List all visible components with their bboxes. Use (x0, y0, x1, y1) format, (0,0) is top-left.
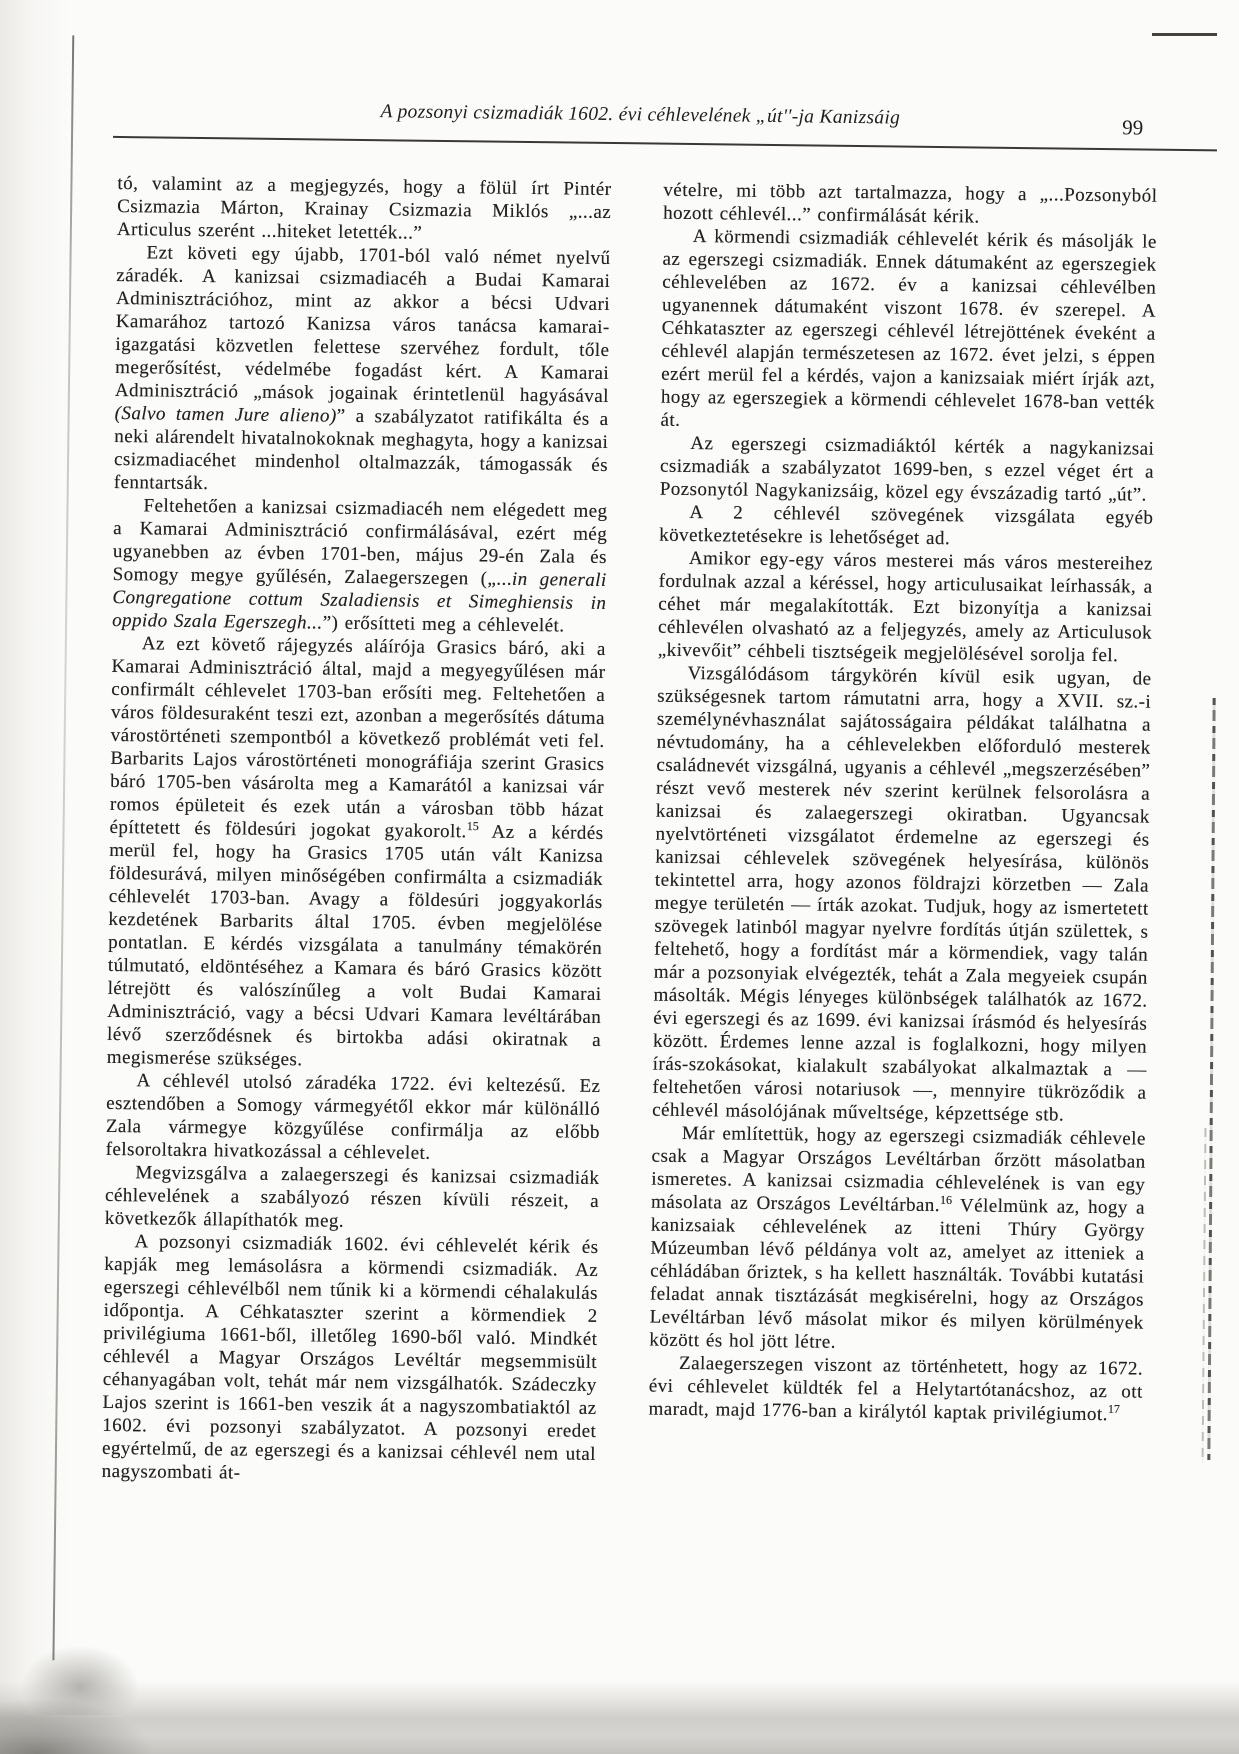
text-segment: A pozsonyi csizmadiák 1602. évi céhlevelét kérik és kapják meg lemásolásra a körmendi csizmadiák. Az egerszegi céhlevélből nem tűnik ki a körmendi céhalakulás időpontja. A Céhkataszter szerint a körmendiek 2 privilégiuma 1661-ből, illetőleg 1690-ből való. Mindkét céhlevél a Magyar Országos Levéltár megsemmisült céhanyagában volt, tehát már nem vizsgálhatók. Szádeczky Lajos szerint is 1661-ben veszik át a nagyszombatiaktól az 1602. évi pozsonyi szabályzatot. A pozsonyi eredet egyértelmű, de az egerszegi és a kanizsai céhlevél nem utal nagyszombati át- (101, 1231, 599, 1484)
column-right (648, 179, 1158, 1496)
paragraph (658, 547, 1153, 668)
text-segment: A körmendi csizmadiák céhlevelét kérik és másolják le az egerszegi csizmadiák. Ennek dátumaként az egerszegiek céhlevelében az 1672. év a kanizsai céhlevélben ugyanennek dátumaként viszont 1678. év szerepel. A Céhkataszter az egerszegi céhlevél létrejöttének éveként a céhlevél alapján természetesen az 1672. évet jelzi, s éppen ezért merül fel a kérdés, vajon a kanizsaiak miért írják azt, hogy az egerszegiek a körmendi céhlevelet 1678-ban vették át. (660, 226, 1157, 431)
running-header-title: A pozsonyi csizmadiák 1602. évi céhlevelének „út''-ja Kanizsáig (380, 101, 901, 129)
text-segment: (Salvo tamen Jure alieno) (114, 402, 337, 427)
text-segment: Az a kérdés merül fel, hogy ha Grasics 1705 után vált Kanizsa földesurává, milyen minőségében confirmálta a csizmadiák céhlevelét 1703-ban. Avagy a földesúri joggyakorlás kezdetének Barbarits által 1705. évben megjelölése pontatlan. E kérdés vizsgálata a tanulmány témakörén túlmutató, eldöntéséhez a Kamara és báró Grasics között létrejött és valószínűleg a volt Budai Kamarai Adminisztráció, vagy a bécsi Udvari Kamara levéltárában lévő szerződésnek és birtokba adási okiratnak a megismerése szükséges. (106, 821, 604, 1071)
text-segment: Már említettük, hogy az egerszegi csizmadiák céhlevele csak a Magyar Országos Levéltárban őrzött másolatban ismeretes. A kanizsai csizmadia céhlevelének is van egy másolata az Országos Levéltárban. (650, 1122, 1146, 1217)
paragraph (106, 1069, 601, 1167)
header-rule (113, 136, 1217, 151)
text-segment: Feltehetően a kanizsai csizmadiacéh nem elégedett meg a Kamarai Adminisztráció confirmálásával, ezért még ugyanebben az évben 1701-ben, május 29-én Zala és Somogy megye gyűlésén, Zalaegerszegen („... (112, 495, 608, 590)
binding-fold-line (52, 35, 73, 1660)
paragraph (659, 501, 1154, 553)
text-segment: 17 (1107, 1401, 1121, 1416)
paragraph (652, 662, 1152, 1128)
text-segment: Vélelmünk az, hogy a kanizsaiak céhlevelének az itteni Thúry György Múzeumban lévő példánya volt az, amelyet az itteniek a céhládában őriztek, s ha kellett használták. További kutatási feladat annak tisztázását megkisérelni, hogy az Országos Levéltárban lévő másolat mikor és milyen körülmények között és hol jött létre. (649, 1195, 1146, 1353)
paragraph (102, 1230, 599, 1489)
text-segment: Az ezt követő rájegyzés aláírója Grasics báró, aki a Kamarai Adminisztráció által, majd a megyegyűlésen már confirmált céhlevelet 1703-ban erősíti meg. Feltehetően a város földesuraként teszi ezt, azonban a megerősítés dátuma várostörténeti szempontból a következő problémát veti fel. Barbarits Lajos várostörténeti monográfiája szerint Grasics báró 1705-ben vásárolta meg a Kamarától a kanizsai vár romos épületeit és ezek után a városban több házat építtetett és földesúri jogokat gyakorolt. (109, 633, 606, 843)
text-segment: Zalaegerszegen viszont az történhetett, hogy az 1672. évi céhlevelet küldték fel a Helytartótanácshoz, az ott maradt, majd 1776-ban a királytól kaptak privilégiumot. (648, 1352, 1144, 1426)
text-segment: A 2 céhlevél szövegének vizsgálata egyéb következtetésekre is lehetőséget ad. (659, 501, 1154, 550)
page-number: 99 (1122, 115, 1144, 140)
paragraph (660, 432, 1155, 507)
text-segment: 15 (466, 818, 479, 834)
text-columns (102, 172, 1158, 1496)
text-segment: Megvizsgálva a zalaegerszegi és kanizsai csizmadiák céhlevelének a szabályozó részen kívüli részeit, a következők állapíthatók meg. (104, 1162, 600, 1232)
paragraph (117, 172, 612, 247)
column-left (102, 172, 612, 1489)
text-segment: ” a szabályzatot ratifikálta és a neki alárendelt hivatalnokoknak meghagyta, hogy a kanizsai csizmadiacéhet mindenhol oltalmazzák, támogassák és fenntartsák. (113, 405, 609, 495)
text-segment: Ezt követi egy újabb, 1701-ból való német nyelvű záradék. A kanizsai csizmadiacéh a Budai Kamarai Adminisztrációhoz, mint az akkor a bécsi Udvari Kamarához tartozó Kanizsa város tanácsa kamarai-igazgatási közvetlen felettese szervéhez fordult, tőle megerősítést, védelmébe fogadást kért. A Kamarai Adminisztráció „mások jogainak érintetlenül hagyásával (114, 242, 611, 407)
text-segment: tó, valamint az a megjegyzés, hogy a fölül írt Pintér Csizmazia Márton, Krainay Csizmazia Miklós „...az Articulus szerént ...hiteket letették...” (116, 172, 612, 244)
top-right-edge-line (1152, 33, 1217, 36)
paragraph (112, 494, 608, 638)
paragraph (649, 1122, 1146, 1358)
text-segment: A céhlevél utolsó záradéka 1722. évi keltezésű. Ez esztendőben a Somogy vármegyétől ekkor már különálló Zala vármegye közgyűlése confirmálja az előbb felsoroltakra hivatkozással a céhlevelet. (105, 1070, 601, 1164)
text-segment: 16 (940, 1192, 953, 1207)
text-segment: Amikor egy-egy város mesterei más város mestereihez fordulnak azzal a kéréssel, hogy articulusaikat leírhassák, a céhet már megalakították. Ezt bizonyítja a kanizsai céhlevélen olvasható az a feljegyzés, amely az Articulusok „kivevőit” céhbeli tisztségeik megjelölésével sorolja fel. (657, 547, 1154, 667)
paragraph (663, 179, 1158, 231)
text-segment: Vizsgálódásom tárgykörén kívül esik ugyan, de szükségesnek tartom rámutatni arra, hogy a XVII. sz.-i személynévhasználat sajátosságaira példákat találhatna a névtudomány, ha a céhlevelekben előforduló mesterek családnevét vizsgálná, ugyanis a céhlevél „megszerzésében” részt vevő mesterek név szerint kerülnek felsorolásra a kanizsai és zalaegerszegi okiratban. Ugyancsak nyelvtörténeti vizsgálatot érdemelne az egerszegi és kanizsai céhlevelek szövegének helyesírása, különös tekintettel arra, hogy azonos földrajzi körzetben — Zala megye területén — írták azokat. Tudjuk, hogy az ismertetett szövegek latinból magyar nyelvre fordítás útján születtek, s feltehető, hogy a fordítást már a körmendiek, vagy talán már a pozsonyiak elvégezték, tehát a Zala megyeiek csupán másolták. Mégis lényeges különbségek találhatók az 1672. évi egerszegi és az 1699. évi kanizsai írásmód és helyesírás között. Érdemes lenne azzal is foglalkozni, hogy milyen írás-szokásokat, kialakult szabályokat alkalmaztak a — feltehetően városi notariusok —, mennyire tükröződik a céhlevél másolójának műveltsége, képzettsége stb. (652, 662, 1152, 1126)
paragraph (107, 632, 606, 1075)
paragraph (660, 225, 1156, 438)
text-segment: in generali Congregatione cottum Szaladiensis et Simeghiensis in oppido Szala Egerszegh... (112, 568, 607, 634)
text-segment: ”) erősítteti meg a céhlevelét. (322, 612, 565, 637)
text-segment: Az egerszegi csizmadiáktól kérték a nagykanizsai csizmadiák a szabályzatot 1699-ben, s ezzel véget ért a Pozsonytól Nagykanizsáig, közel egy évszázadig tartó „út”. (659, 432, 1155, 506)
bottom-scan-shadow (0, 1680, 1239, 1754)
paragraph (114, 241, 611, 500)
paragraph (105, 1161, 600, 1236)
bottom-left-smudge (0, 1699, 150, 1754)
paragraph (648, 1352, 1143, 1427)
text-segment: vételre, mi több azt tartalmazza, hogy a „...Pozsonyból hozott céhlevél...” confirmálását kérik. (663, 179, 1158, 228)
